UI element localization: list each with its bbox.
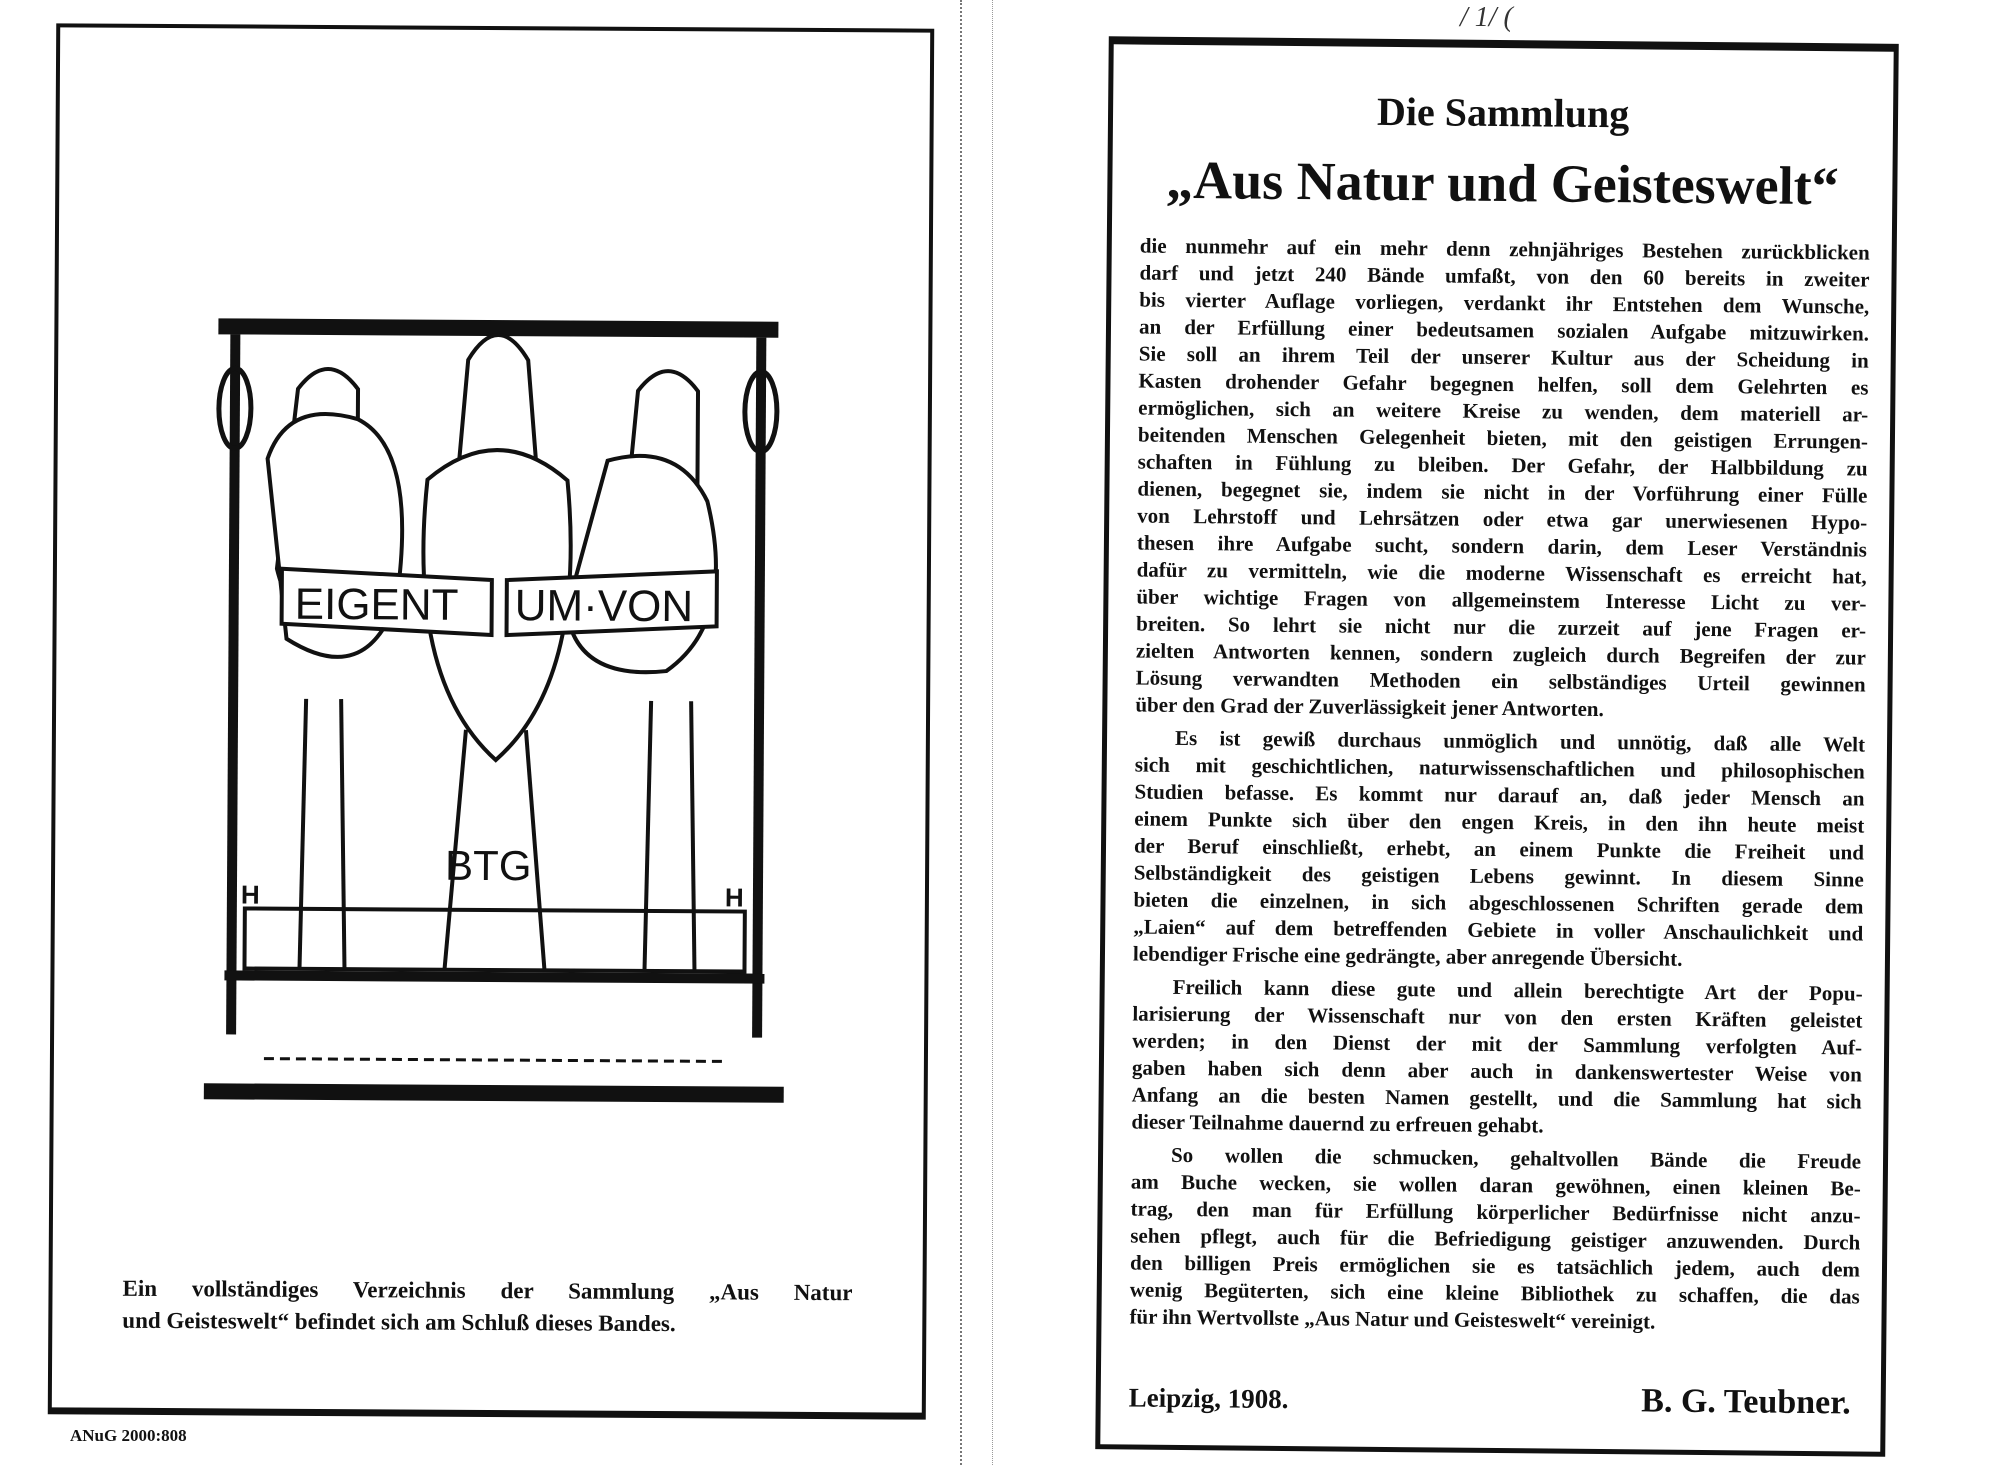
collection-note [122, 1273, 852, 1341]
paragraph [1135, 233, 1870, 726]
text-line: Sie soll an ihrem Teil der unserer Kultur aus der Scheidung in [1138, 341, 1869, 373]
text-line: lebendiger Frische eine gedrängte, aber anregende Übersicht. [1132, 941, 1683, 971]
text-line: darf und jetzt 240 Bände umfaßt, von den 60 bereits in zweiter [1139, 260, 1870, 292]
text-line: Freilich kann diese gute und allein berechtigte Art der Popu- [1172, 974, 1863, 1006]
right-page-frame [1095, 36, 1899, 1457]
caption-line: Ein vollständiges Verzeichnis der Sammlung „Aus Natur [122, 1275, 853, 1306]
text-line: an der Erfüllung einer bedeutsamen sozialen Aufgabe mitzuwirken. [1138, 314, 1870, 346]
catalog-stamp: ANuG 2000:808 [70, 1426, 187, 1445]
corner-letter-right: H [724, 882, 744, 913]
text-line: dienen, begegnet sie, indem sie nicht in der Vorführung einer Fülle [1137, 476, 1868, 508]
text-line: Anfang an die besten Namen gestellt, und die Sammlung hat sich [1131, 1082, 1862, 1114]
corner-letter-left: H [240, 879, 260, 910]
text-line: Selbständigkeit des geistigen Lebens gewinnt. In diesem Sinne [1133, 860, 1864, 892]
caption-line: und Geisteswelt“ befindet sich am Schluß dieses Bandes. [122, 1307, 676, 1337]
text-line: sich mit geschichtlichen, naturwissenschaftlichen und philosophischen [1134, 752, 1865, 784]
title-small: Die Sammlung [1376, 88, 1630, 137]
text-line: über wichtige Fragen von allgemeinstem Interesse Licht zu ver- [1136, 584, 1867, 616]
banner-text-right: UM·VON [514, 581, 694, 632]
text-line: wenig Begüterten, sich eine kleine Bibliothek zu schaffen, die das [1129, 1277, 1860, 1309]
banner-text-left: EIGENT [294, 579, 459, 630]
text-line: werden; in den Dienst der mit der Sammlung verfolgten Auf- [1132, 1028, 1863, 1060]
text-line: trag, den man für Erfüllung körperlicher Bedürfnisse nicht anzu- [1130, 1196, 1861, 1228]
text-line: larisierung der Wissenschaft nur von den ersten Kräften geleistet [1132, 1001, 1863, 1033]
stork-right [564, 370, 717, 971]
text-line: der Beruf einschließt, erhebt, an einem Punkte die Freiheit und [1133, 833, 1865, 865]
book-spine [960, 0, 993, 1465]
text-line: den billigen Preis ermöglichen sie es tatsächlich jedem, auch dem [1129, 1250, 1861, 1282]
text-line: „Laien“ auf dem betreffenden Gebiete in voller Anschaulichkeit und [1133, 914, 1864, 946]
collection-title: „Aus Natur und Geisteswelt“ [1165, 149, 1839, 217]
text-line: von Lehrstoff und Lehrsätzen oder etwa gar unerwiesenen Hypo- [1137, 503, 1868, 535]
text-line: gaben haben sich denn aber auch in dankenswertester Weise von [1131, 1055, 1862, 1087]
publisher: B. G. Teubner. [1641, 1382, 1851, 1422]
text-line: einem Punkte sich über den engen Kreis, in den ihn heute meist [1134, 806, 1865, 838]
body-text [1129, 233, 1870, 1344]
paragraph [1131, 974, 1863, 1143]
text-line: für ihn Wertvollste „Aus Natur und Geisteswelt“ vereinigt. [1129, 1304, 1656, 1334]
text-line: schaften in Fühlung zu bleiben. Der Gefahr, der Halbbildung zu [1137, 449, 1868, 481]
text-line: thesen ihre Aufgabe sucht, sondern darin, dem Leser Verständnis [1136, 530, 1868, 562]
monogram: BTG [444, 841, 532, 890]
text-line: ermöglichen, sich an weitere Kreise zu wenden, dem materiell ar- [1138, 395, 1869, 427]
text-line: bieten die einzelnen, in sich abgeschlossenen Schriften gerade dem [1133, 887, 1864, 919]
place-date: Leipzig, 1908. [1128, 1382, 1289, 1415]
text-line: sehen pflegt, auch für die Befriedigung geistiger anzuwenden. Durch [1130, 1223, 1861, 1255]
ex-libris-bookplate [204, 278, 799, 1132]
text-line: So wollen die schmucken, gehaltvollen Bände die Freude [1170, 1142, 1862, 1174]
text-line: dafür zu vermitteln, wie die moderne Wissenschaft es erreicht hat, [1136, 557, 1867, 589]
text-line: am Buche wecken, sie wollen daran gewöhnen, einen kleinen Be- [1130, 1169, 1861, 1201]
text-line: über den Grad der Zuverlässigkeit jener Antworten. [1135, 692, 1604, 722]
paragraph [1133, 725, 1865, 975]
text-line: bis vierter Auflage vorliegen, verdankt ihr Entstehen dem Wunsche, [1139, 287, 1870, 319]
text-line: Kasten drohender Gefahr begegnen helfen, soll dem Gelehrten es [1138, 368, 1869, 400]
text-line: Studien befasse. Es kommt nur darauf an, daß jeder Mensch an [1134, 779, 1865, 811]
text-line: Es ist gewiß durchaus unmöglich und unnötig, daß alle Welt [1174, 725, 1866, 757]
text-line: dieser Teilnahme dauernd zu erfreuen gehabt. [1131, 1109, 1544, 1138]
text-line: beitenden Menschen Gelegenheit bieten, mit den geistigen Errungen- [1137, 422, 1869, 454]
left-page-frame [48, 23, 934, 1419]
pencil-mark: / 1/ ( [1460, 2, 1513, 33]
text-line: Lösung verwandten Methoden ein selbständiges Urteil gewinnen [1135, 665, 1866, 697]
paragraph [1129, 1142, 1861, 1338]
text-line: zielten Antworten kennen, sondern zugleich durch Begreifen der zur [1135, 638, 1866, 670]
text-line: die nunmehr auf ein mehr denn zehnjähriges Bestehen zurückblicken [1139, 233, 1870, 265]
owner-name-line [264, 1059, 724, 1062]
stork-left [264, 369, 403, 970]
text-line: breiten. So lehrt sie nicht nur die zurzeit auf jene Fragen er- [1136, 611, 1867, 643]
